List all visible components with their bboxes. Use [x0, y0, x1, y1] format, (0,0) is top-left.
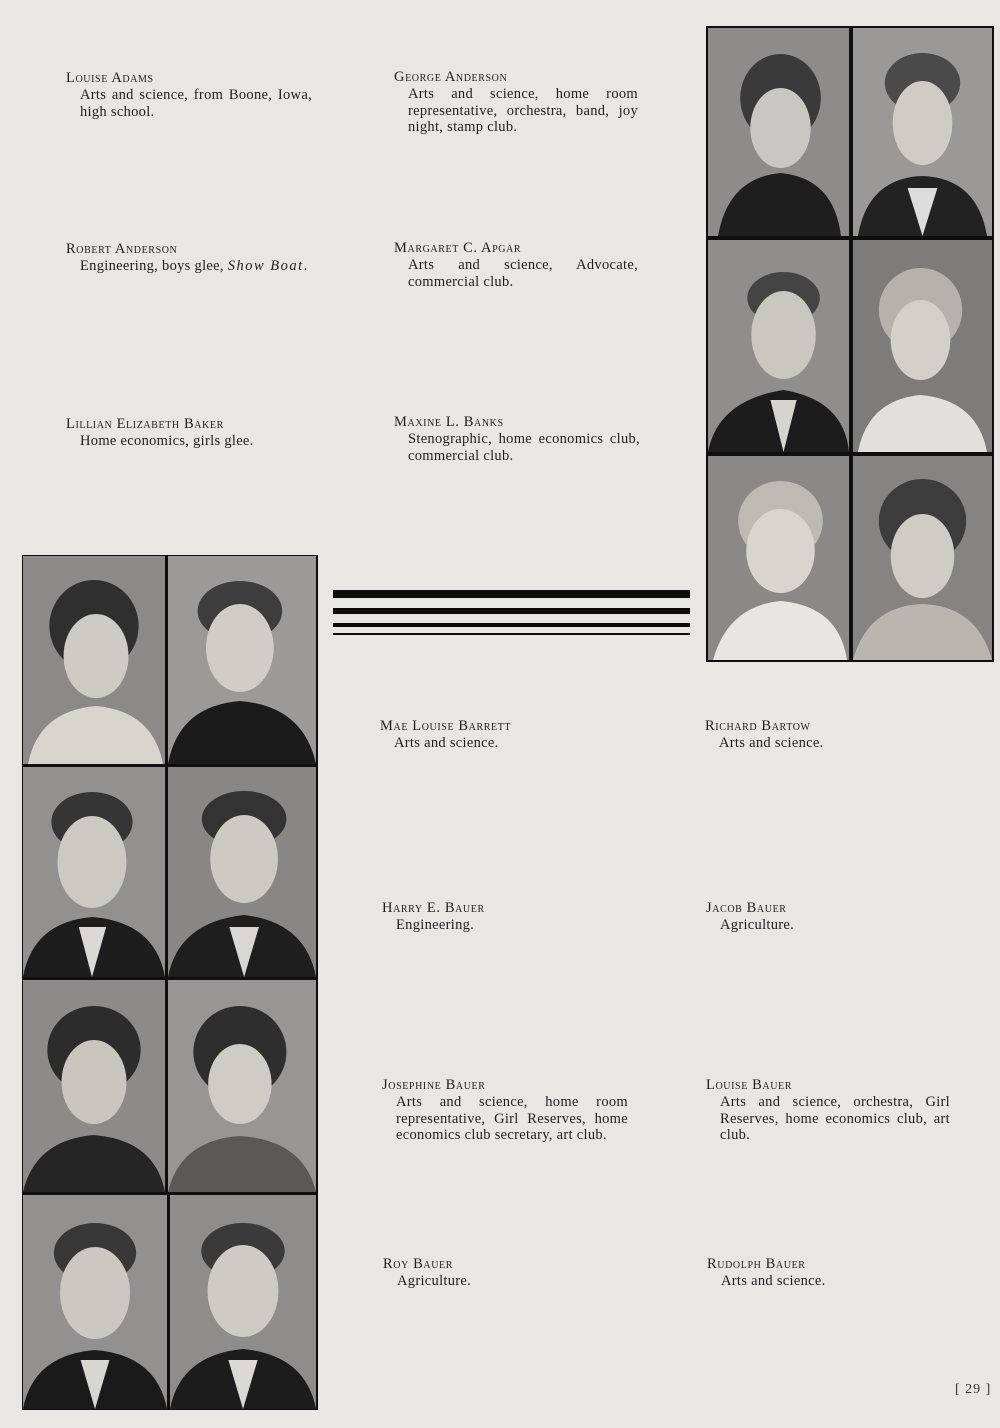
portrait-silhouette — [168, 980, 316, 1192]
entry-description: Arts and science, home room representative, orchestra, band, joy night, stamp club. — [408, 86, 638, 135]
entry-description: Agriculture. — [720, 917, 795, 933]
entry-name: Josephine Bauer — [382, 1077, 486, 1093]
portrait-silhouette — [23, 1195, 167, 1409]
decorative-rule-line — [333, 608, 690, 614]
entry-description — [80, 258, 312, 275]
portrait-photo — [23, 767, 165, 977]
entry-description: Stenographic, home economics club, commercial club. — [408, 431, 640, 464]
portrait-photo — [708, 240, 849, 452]
entry-robert-anderson — [66, 240, 312, 275]
portrait-photo — [170, 1195, 316, 1409]
entry-name: George Anderson — [394, 69, 508, 85]
entry-josephine-bauer — [382, 1076, 628, 1144]
entry-name: Margaret C. Apgar — [394, 240, 522, 256]
entry-louise-adams — [66, 69, 312, 120]
entry-rudolph-bauer — [707, 1255, 957, 1290]
entry-description: Arts and science, Advocate, commercial club. — [408, 257, 638, 290]
entry-name: Richard Bartow — [705, 718, 811, 734]
entry-name: Louise Adams — [66, 70, 154, 86]
entry-george-anderson — [394, 68, 638, 136]
portrait-photo — [853, 240, 992, 452]
entry-jacob-bauer — [706, 899, 956, 934]
entry-richard-bartow — [705, 717, 955, 752]
entry-mae-barrett — [380, 717, 630, 752]
portrait-silhouette — [168, 556, 316, 764]
portrait-photo — [853, 456, 992, 660]
portrait-silhouette — [23, 980, 165, 1192]
entry-name: Harry E. Bauer — [382, 900, 485, 916]
entry-description: Arts and science. — [394, 735, 499, 751]
entry-description: Arts and science. — [719, 735, 824, 751]
portrait-silhouette — [168, 767, 316, 977]
portrait-silhouette — [23, 767, 165, 977]
entry-description-text: Engineering, boys glee, — [80, 258, 228, 274]
entry-name: Lillian Elizabeth Baker — [66, 416, 224, 432]
entry-description: Arts and science, from Boone, Iowa, high school. — [80, 87, 312, 120]
entry-name: Mae Louise Barrett — [380, 718, 512, 734]
decorative-rule-line — [333, 633, 690, 635]
entry-harry-bauer — [382, 899, 632, 934]
entry-name: Roy Bauer — [383, 1256, 454, 1272]
portrait-photo — [708, 456, 849, 660]
portrait-photo — [168, 556, 316, 764]
entry-name: Robert Anderson — [66, 241, 178, 257]
portrait-silhouette — [170, 1195, 316, 1409]
entry-description: Arts and science, orchestra, Girl Reserves, home economics club, art club. — [720, 1094, 950, 1143]
decorative-rule-line — [333, 623, 690, 627]
entry-description: Arts and science, home room representative, Girl Reserves, home economics club secretary, art club. — [396, 1094, 628, 1143]
entry-name: Jacob Bauer — [706, 900, 787, 916]
entry-description: Arts and science. — [721, 1273, 826, 1289]
entry-name: Maxine L. Banks — [394, 414, 504, 430]
decorative-rule-line — [333, 590, 690, 598]
portrait-photo — [23, 1195, 167, 1409]
entry-lillian-baker — [66, 415, 312, 450]
entry-roy-bauer — [383, 1255, 633, 1290]
portrait-silhouette — [853, 240, 992, 452]
entry-louise-bauer — [706, 1076, 950, 1144]
portrait-photo — [23, 980, 165, 1192]
portrait-silhouette — [708, 456, 849, 660]
portrait-silhouette — [708, 240, 849, 452]
portrait-photo — [168, 767, 316, 977]
portrait-photo — [708, 28, 849, 236]
entry-description: Home economics, girls glee. — [80, 433, 254, 449]
photo-grid-top-right — [706, 26, 994, 662]
entry-description: Engineering. — [396, 917, 475, 933]
portrait-photo — [23, 556, 165, 764]
portrait-silhouette — [853, 456, 992, 660]
portrait-silhouette — [23, 556, 165, 764]
photo-grid-left — [22, 555, 318, 1410]
entry-description-end: . — [303, 258, 308, 274]
portrait-photo — [168, 980, 316, 1192]
entry-margaret-apgar — [394, 239, 638, 290]
entry-description: Agriculture. — [397, 1273, 472, 1289]
entry-description-title: Show Boat — [227, 258, 304, 274]
page-number: [ 29 ] — [955, 1382, 992, 1397]
portrait-silhouette — [708, 28, 849, 236]
entry-maxine-banks — [394, 413, 640, 464]
portrait-silhouette — [853, 28, 992, 236]
portrait-photo — [853, 28, 992, 236]
entry-name: Louise Bauer — [706, 1077, 793, 1093]
entry-name: Rudolph Bauer — [707, 1256, 806, 1272]
